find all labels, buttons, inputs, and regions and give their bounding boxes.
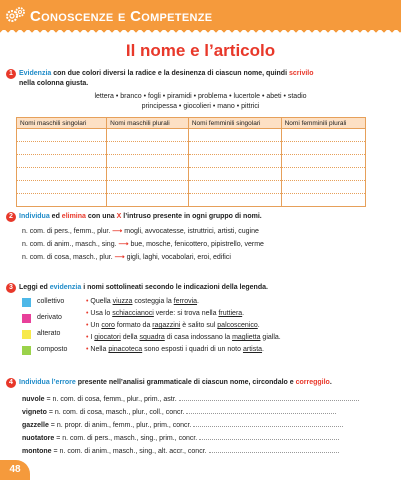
grammar-analysis[interactable]: = n. com. di pers., masch., sing., prim., concr. (54, 435, 198, 442)
list-item (22, 445, 339, 457)
category-label: n. com. di pers., femm., plur. (22, 228, 111, 235)
legend-swatch-derivato (22, 314, 31, 323)
list-item (22, 240, 264, 250)
answer-cell[interactable] (17, 181, 107, 194)
table-header: Nomi femminili singolari (188, 118, 281, 129)
answer-cell[interactable] (188, 194, 281, 207)
bullet: • (86, 310, 89, 317)
exercise-instruction (19, 283, 268, 293)
answer-cell[interactable] (281, 194, 365, 207)
list-item (22, 227, 259, 237)
header-zigzag-border (0, 28, 401, 34)
answer-line[interactable] (179, 393, 359, 401)
arrow-icon: ⟶ (114, 254, 125, 261)
exercise-number: 2 (6, 212, 16, 222)
sentence-text: I (90, 334, 95, 341)
answer-cell[interactable] (188, 142, 281, 155)
answer-cell[interactable] (107, 129, 189, 142)
exercise-instruction (19, 378, 332, 388)
list-item (22, 393, 359, 405)
answer-line[interactable] (209, 445, 339, 453)
answer-cell[interactable] (17, 194, 107, 207)
bullet: • (86, 298, 89, 305)
sentence-text: . (242, 310, 245, 317)
category-label: n. com. di anim., masch., sing. (22, 241, 117, 248)
underlined-noun[interactable]: artista (242, 346, 263, 353)
underlined-noun[interactable]: fruttiera (218, 310, 243, 317)
sentence-text: verde: si trova nella (153, 310, 219, 317)
noun-word: nuotatore (22, 435, 55, 442)
answer-cell[interactable] (281, 155, 365, 168)
instruction-verb: Evidenzia (19, 70, 52, 77)
sentence-text: sono esposti i quadri di un noto (142, 346, 243, 353)
section-title: Conoscenze e Competenze (30, 8, 213, 25)
word-group[interactable]: bue, mosche, fenicottero, pipistrello, verme (130, 241, 264, 248)
legend-label: composto (37, 346, 68, 353)
legend-swatch-composto (22, 346, 31, 355)
answer-line[interactable] (186, 406, 336, 414)
table-header: Nomi maschili singolari (17, 118, 107, 129)
sentence-text: di casa indossano la (164, 334, 233, 341)
answer-cell[interactable] (188, 168, 281, 181)
answer-cell[interactable] (107, 155, 189, 168)
sentence-text: Usa lo (90, 310, 113, 317)
grammar-analysis[interactable]: = n. com. di cosa, masch., plur., coll., concr. (46, 409, 185, 416)
exercise-instruction (19, 212, 262, 222)
underlined-noun[interactable]: viuzza (112, 298, 133, 305)
legend-swatch-collettivo (22, 298, 31, 307)
sentence-text: Un (90, 322, 102, 329)
arrow-icon: ⟶ (112, 228, 123, 235)
answer-line[interactable] (199, 432, 339, 440)
list-item (22, 253, 231, 263)
answer-cell[interactable] (107, 181, 189, 194)
word-list-line: lettera • branco • fogli • piramidi • problema • lucertole • abeti • stadio (94, 93, 307, 100)
instruction-text: ed (49, 213, 62, 220)
instruction-text: con una (85, 213, 117, 220)
bullet: • (86, 346, 89, 353)
legend-label: alterato (37, 330, 61, 337)
answer-cell[interactable] (17, 129, 107, 142)
exercise-instruction (19, 69, 399, 89)
classification-table (16, 117, 366, 207)
instruction-text: presente nell’analisi grammaticale di ciascun nome, circondalo e (75, 379, 296, 386)
exercise-number: 3 (6, 283, 16, 293)
sentence-text: formato da (114, 322, 153, 329)
underlined-noun[interactable]: pinacoteca (108, 346, 143, 353)
category-label: n. com. di cosa, masch., plur. (22, 254, 113, 261)
instruction-text: con due colori diversi la radice e la desinenza di ciascun nome, quindi (51, 70, 289, 77)
underlined-noun[interactable]: palcoscenico (217, 322, 258, 329)
sentence (86, 321, 260, 331)
list-item (22, 432, 339, 444)
page-number: 48 (0, 460, 30, 480)
word-list-line: principessa • giocolieri • mano • pittrici (141, 103, 260, 110)
sentence-text: . (262, 346, 264, 353)
table-header: Nomi femminili plurali (281, 118, 365, 129)
grammar-analysis[interactable]: = n. propr. di anim., femm., plur., prim., concr. (48, 422, 192, 429)
answer-cell[interactable] (281, 129, 365, 142)
underlined-noun[interactable]: maglietta (232, 334, 261, 341)
sentence-text: della (120, 334, 140, 341)
legend-label: collettivo (37, 298, 65, 305)
sentence-text: . (197, 298, 199, 305)
answer-cell[interactable] (17, 168, 107, 181)
answer-cell[interactable] (188, 155, 281, 168)
sentence (86, 309, 244, 319)
instruction-verb: elimina (61, 213, 86, 220)
sentence (86, 333, 281, 343)
noun-word: vigneto (22, 409, 47, 416)
sentence-text: gialla. (260, 334, 281, 341)
instruction-verb: correggilo (295, 379, 330, 386)
instruction-verb: scrivilo (288, 70, 314, 77)
answer-cell[interactable] (107, 194, 189, 207)
instruction-text: Leggi ed (19, 284, 50, 291)
answer-cell[interactable] (281, 181, 365, 194)
instruction-text: l’intruso presente in ogni gruppo di nomi. (121, 213, 262, 220)
instruction-verb: Individua l’errore (19, 379, 76, 386)
sentence (86, 345, 264, 355)
instruction-text: i nomi sottolineati secondo le indicazioni della legenda. (81, 284, 268, 291)
answer-cell[interactable] (281, 168, 365, 181)
sentence (86, 297, 199, 307)
sentence-text: Nella (90, 346, 109, 353)
answer-cell[interactable] (188, 181, 281, 194)
sentence-text: costeggia la (132, 298, 174, 305)
answer-cell[interactable] (107, 168, 189, 181)
instruction-verb: evidenzia (49, 284, 82, 291)
noun-word: montone (22, 448, 52, 455)
instruction-verb: Individua (19, 213, 50, 220)
instruction-text: . (329, 379, 332, 386)
legend-label: derivato (37, 314, 62, 321)
answer-cell[interactable] (188, 129, 281, 142)
underlined-noun[interactable]: squadra (139, 334, 165, 341)
word-group[interactable]: mogli, avvocatesse, istruttrici, artisti, cugine (124, 228, 259, 235)
grammar-analysis[interactable]: = n. com. di cosa, femm., plur., prim., astr. (44, 396, 177, 403)
instruction-mark: X (116, 213, 122, 220)
page-title: Il nome e l’articolo (125, 41, 276, 60)
answer-line[interactable] (193, 419, 343, 427)
arrow-icon: ⟶ (118, 241, 129, 248)
underlined-noun[interactable]: schiaccianoci (112, 310, 154, 317)
list-item (22, 419, 343, 431)
noun-word: nuvole (22, 396, 45, 403)
exercise-number: 4 (6, 378, 16, 388)
exercise-number: 1 (6, 69, 16, 79)
answer-cell[interactable] (107, 142, 189, 155)
legend-swatch-alterato (22, 330, 31, 339)
list-item (22, 406, 336, 418)
table-header: Nomi maschili plurali (107, 118, 189, 129)
sentence-text: Quella (90, 298, 113, 305)
answer-cell[interactable] (17, 142, 107, 155)
answer-cell[interactable] (281, 142, 365, 155)
gears-icon (5, 5, 27, 25)
noun-word: gazzelle (22, 422, 49, 429)
answer-cell[interactable] (17, 155, 107, 168)
bullet: • (86, 322, 89, 329)
underlined-noun[interactable]: ragazzini (152, 322, 181, 329)
sentence-text: . (257, 322, 260, 329)
instruction-text: nella colonna giusta. (19, 80, 89, 87)
bullet: • (86, 334, 89, 341)
underlined-noun[interactable]: ferrovia (173, 298, 198, 305)
sentence-text: è salito sul (180, 322, 218, 329)
grammar-analysis[interactable]: = n. com. di anim., masch., sing., alt. accr., concr. (51, 448, 207, 455)
underlined-noun[interactable]: coro (101, 322, 115, 329)
word-group[interactable]: gigli, laghi, vocabolari, eroi, edifici (126, 254, 231, 261)
underlined-noun[interactable]: giocatori (94, 334, 121, 341)
